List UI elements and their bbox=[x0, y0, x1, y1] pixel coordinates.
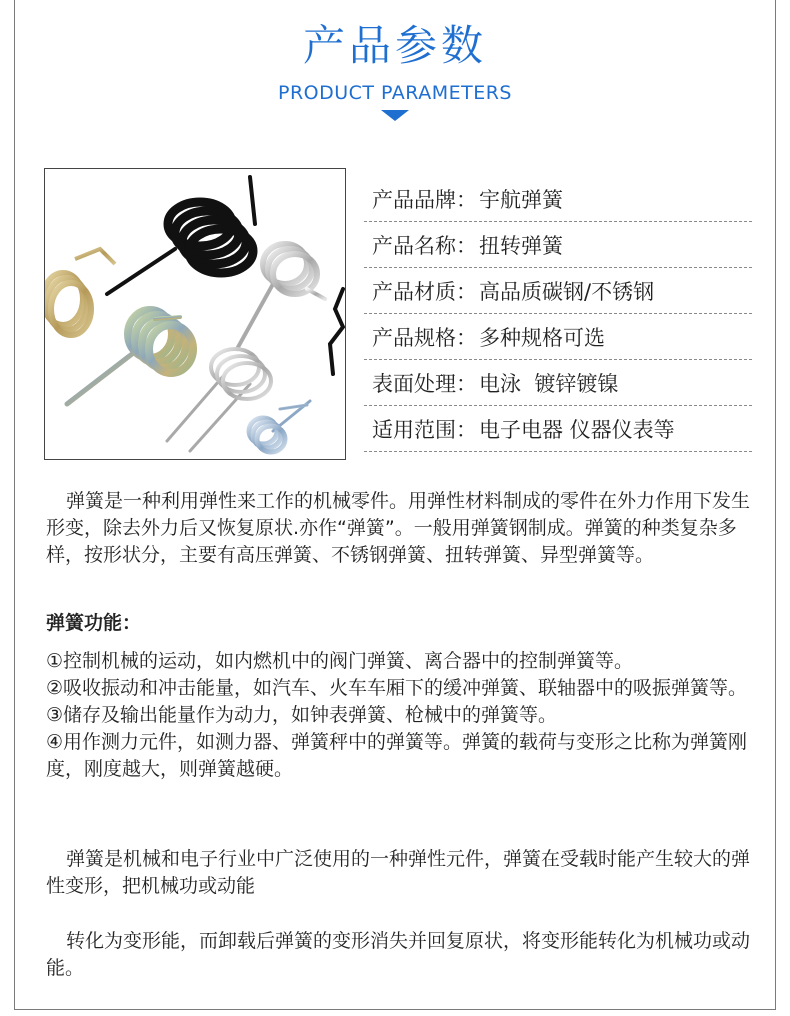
param-value: 电子电器 仪器仪表等 bbox=[479, 417, 675, 442]
param-row-brand bbox=[364, 176, 752, 222]
param-value: 多种规格可选 bbox=[479, 325, 605, 350]
function-section bbox=[46, 610, 750, 637]
function-item: ③储存及输出能量作为动力，如钟表弹簧、枪械中的弹簧等。 bbox=[46, 704, 558, 726]
param-row-name bbox=[364, 222, 752, 268]
function-item: ④用作测力元件，如测力器、弹簧秤中的弹簧等。弹簧的载荷与变形之比称为弹簧刚度，刚度越大，则弹簧越硬。 bbox=[46, 731, 748, 780]
paragraph-2 bbox=[46, 846, 750, 900]
param-row-spec bbox=[364, 314, 752, 360]
param-label: 产品材质： bbox=[372, 279, 477, 304]
param-value: 电泳 镀锌镀镍 bbox=[479, 371, 619, 396]
springs-illustration bbox=[45, 169, 345, 459]
function-heading: 弹簧功能： bbox=[46, 612, 142, 634]
param-value: 宇航弹簧 bbox=[479, 187, 563, 212]
param-table bbox=[364, 176, 752, 452]
param-label: 产品规格： bbox=[372, 325, 477, 350]
paragraph-2-text: 弹簧是机械和电子行业中广泛使用的一种弹性元件，弹簧在受载时能产生较大的弹性变形，把机械功或动能 bbox=[46, 848, 751, 897]
param-value: 扭转弹簧 bbox=[479, 233, 563, 258]
param-row-surface bbox=[364, 360, 752, 406]
function-item: ①控制机械的运动，如内燃机中的阀门弹簧、离合器中的控制弹簧等。 bbox=[46, 650, 634, 672]
product-photo bbox=[44, 168, 346, 460]
function-item: ②吸收振动和冲击能量，如汽车、火车车厢下的缓冲弹簧、联轴器中的吸振弹簧等。 bbox=[46, 677, 748, 699]
param-label: 表面处理： bbox=[372, 371, 477, 396]
section-title: 产品参数 bbox=[302, 21, 487, 70]
function-list bbox=[46, 648, 750, 783]
down-arrow-icon bbox=[381, 110, 409, 121]
param-label: 产品品牌： bbox=[372, 187, 477, 212]
param-row-scope bbox=[364, 406, 752, 452]
param-value: 高品质碳钢/不锈钢 bbox=[479, 279, 655, 304]
paragraph-3-text: 转化为变形能，而卸载后弹簧的变形消失并回复原状，将变形能转化为机械功或动能。 bbox=[46, 930, 751, 979]
paragraph-3 bbox=[46, 928, 750, 982]
section-subtitle: PRODUCT PARAMETERS bbox=[277, 82, 512, 104]
intro-paragraph bbox=[46, 488, 750, 569]
param-label: 产品名称： bbox=[372, 233, 477, 258]
param-label: 适用范围： bbox=[372, 417, 477, 442]
intro-text: 弹簧是一种利用弹性来工作的机械零件。用弹性材料制成的零件在外力作用下发生形变，除去外力后又恢复原状.亦作“弹簧”。一般用弹簧钢制成。弹簧的种类复杂多样，按形状分，主要有高压弹簧、不锈钢弹簧、扭转弹簧、异型弹簧等。 bbox=[46, 490, 751, 566]
param-row-material bbox=[364, 268, 752, 314]
